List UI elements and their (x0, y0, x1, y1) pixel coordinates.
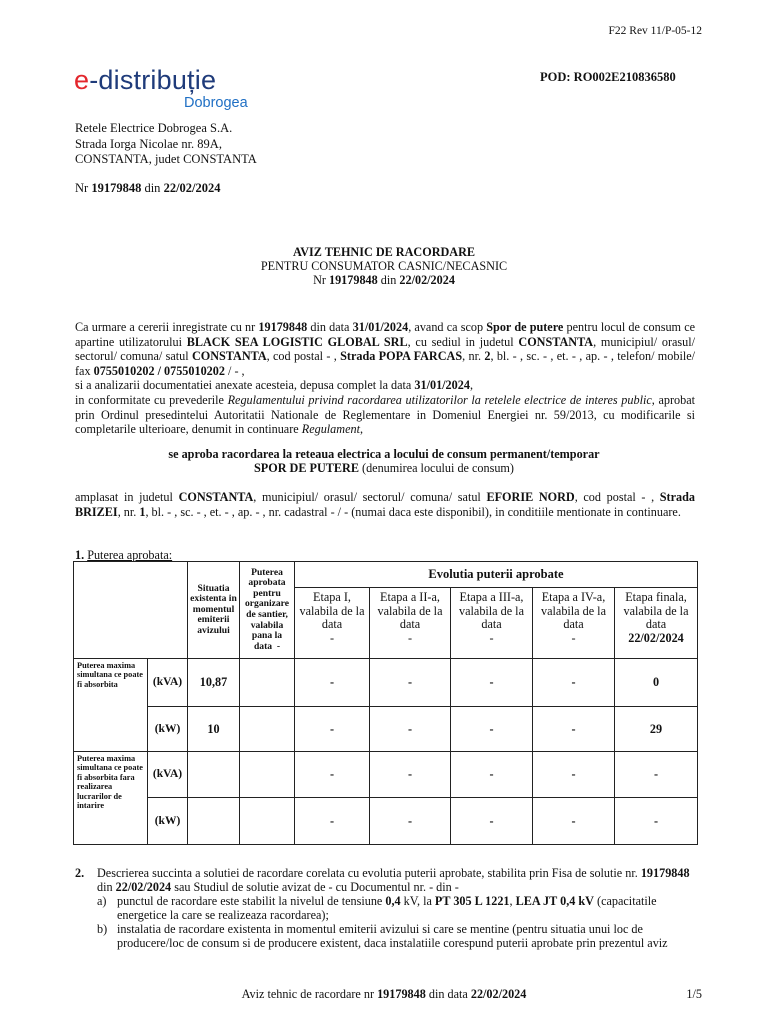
location-street: Strada BRIZEI (75, 490, 695, 519)
section-2 (75, 866, 697, 950)
row-label: Puterea maxima simultana ce poate fi absorbita fara realizarea lucrarilor de intarire (74, 752, 148, 845)
title-nr-value: 19179848 (328, 272, 378, 287)
text: , municipiul/ orasul/ sectorul/ comuna/ satul (75, 334, 696, 364)
item-a (97, 894, 697, 922)
user-street-nr: 2 (484, 349, 491, 364)
stage-date: - (571, 630, 576, 645)
logo-main-text: -distribuție (89, 65, 217, 95)
text: , cod postal - , (266, 349, 337, 364)
stage-label: Etapa I, valabila de la data (299, 590, 365, 632)
text: in conformitate cu prevederile (75, 392, 224, 407)
existing-value: 10,87 (188, 659, 240, 707)
final-value: 29 (615, 707, 698, 752)
table-row (74, 707, 698, 752)
section-2-intro (97, 866, 697, 894)
table-row (74, 798, 698, 845)
stage-value: - (533, 659, 615, 707)
header-site-text: Puterea aprobata pentru organizare de santier, valabila pana la data (244, 566, 290, 652)
lea-name: LEA JT 0,4 kV (515, 894, 594, 908)
final-value: - (615, 798, 698, 845)
form-code: F22 Rev 11/P-05-12 (608, 25, 702, 37)
stage-value: - (295, 707, 370, 752)
user-phone: 0755010202 / 0755010202 (93, 363, 225, 378)
voltage: 0,4 (385, 894, 401, 908)
final-value: - (615, 752, 698, 798)
footer-date: 22/02/2024 (470, 987, 527, 1001)
company-city: CONSTANTA, judet CONSTANTA (75, 152, 257, 166)
stage-value: - (451, 659, 533, 707)
nr-label: Nr (75, 181, 89, 195)
final-value: 0 (615, 659, 698, 707)
text: , bl. - , sc. - , et. - , ap. - , telefon/ mobile/ fax (75, 349, 696, 378)
text: punctul de racordare este stabilit la nivelul de tensiune (117, 894, 383, 908)
section-number: 1. (75, 548, 85, 562)
user-city: CONSTANTA (191, 349, 267, 364)
stage-label: Etapa a II-a, valabila de la data (377, 590, 443, 632)
company-address (75, 121, 257, 168)
footer-nr: 19179848 (377, 987, 426, 1001)
request-paragraph: Ca urmare a cererii inregistrate cu nr 19179848 din data 31/01/2024, avand ca scop Spor de putere pentru locul de consum ce apartine utilizatorului BLACK SEA LOGISTIC GLOBAL SRL, cu sediul in judetul CONSTANTA, municipiul/ orasul/ sectorul/ comuna/ satul CONSTANTA, cod postal - , Strada POPA FARCAS, nr. 2, bl. - , sc. - , et. - , ap. - , telefon/ mobile/ fax 0755010202 / 0755010202 / - , si a analizarii documentatiei anexate acesteia, depusa complet la data 31/01/2024, in conformitate cu prevederile Regulamentului privind racordarea utilizatorilor la retelele electrice de interes public, aprobat prin Ordinul presedintelui Autoritatii Nationale de Reglementare in Domeniul Energiei nr. 59/2013, cu modificarile si completarile ulterioare, denumit in continuare Regulament, (75, 320, 696, 437)
existing-value (188, 752, 240, 798)
title-nr-date: 22/02/2024 (399, 272, 455, 287)
unit: (kW) (148, 707, 188, 752)
unit: (kVA) (148, 659, 188, 707)
company-name: Retele Electrice Dobrogea S.A. (75, 121, 233, 135)
unit: (kVA) (148, 752, 188, 798)
nr-date: 22/02/2024 (163, 181, 221, 195)
item-label: b) (97, 922, 108, 936)
stage-value: - (533, 752, 615, 798)
user-street: Strada POPA FARCAS (340, 349, 463, 364)
pt-name: PT 305 L 1221 (434, 894, 510, 908)
complete-date: 31/01/2024 (414, 378, 470, 393)
solution-nr: 19179848 (640, 866, 690, 880)
text: , cu sediul in judetul (407, 334, 514, 349)
text: din data (310, 320, 350, 334)
title-nr-label: Nr (313, 272, 326, 287)
unit: (kW) (148, 798, 188, 845)
page-number: 1/5 (686, 987, 702, 1001)
text: (capacitatile energetice la care se realizeaza racordarea); (117, 894, 657, 922)
site-value (240, 798, 295, 845)
stage-label: Etapa finala, valabila de la data (623, 590, 689, 632)
text: , aprobat prin Ordinul presedintelui Autoritatii Nationale de Reglementare in Domeniul Energiei nr. 59/2013, cu modificarile si completarile ulterioare, denumit in continuare (75, 392, 696, 437)
stage-value: - (451, 707, 533, 752)
din-label: din (144, 181, 161, 195)
footer-din: din data (428, 987, 468, 1001)
stage-value: - (451, 752, 533, 798)
title-number (0, 274, 768, 288)
text: , (509, 894, 513, 908)
approval-statement (0, 447, 768, 475)
user-name: BLACK SEA LOGISTIC GLOBAL SRL (186, 334, 408, 349)
text: pentru locul de consum ce apartine utilizatorului (75, 320, 696, 349)
stage-label: Etapa a III-a, valabila de la data (459, 590, 524, 632)
solution-date: 22/02/2024 (115, 880, 172, 894)
header-evolution: Evolutia puterii aprobate (295, 562, 698, 588)
stage-4 (533, 588, 615, 659)
logo-e: e (74, 65, 90, 95)
title-block (0, 246, 768, 287)
table-row (74, 752, 698, 798)
stage-date: 22/02/2024 (628, 630, 684, 645)
stage-date: - (489, 630, 494, 645)
text: , nr. (462, 349, 482, 364)
location-nr: 1 (139, 504, 146, 519)
user-county: CONSTANTA (518, 334, 594, 349)
text: Descrierea succinta a solutiei de racordare corelata cu evolutia puterii aprobate, stabilita prin Fisa de solutie nr. (97, 866, 638, 880)
stage-value: - (370, 798, 451, 845)
company-logo (74, 65, 248, 111)
text: / - , (228, 363, 245, 378)
footer-text: Aviz tehnic de racordare nr (241, 987, 375, 1001)
site-value (240, 707, 295, 752)
stage-value: - (370, 752, 451, 798)
stage-date: - (407, 630, 413, 645)
stage-3 (451, 588, 533, 659)
location-county: CONSTANTA (178, 490, 254, 504)
location-paragraph (75, 490, 695, 519)
approval-line: se aproba racordarea la reteaua electrica a locului de consum permanent/temporar (168, 447, 600, 461)
existing-value: 10 (188, 707, 240, 752)
text: , bl. - , sc. - , et. - , ap. - , nr. cadastral - / - (numai daca este disponibil), (145, 504, 493, 519)
header-existing: Situatia existenta in momentul emiterii avizului (188, 562, 240, 659)
text: kV, la (403, 894, 432, 908)
row-label: Puterea maxima simultana ce poate fi absorbita (74, 659, 148, 752)
footer (0, 987, 768, 1002)
request-date: 31/01/2024 (352, 320, 409, 334)
company-street: Strada Iorga Nicolae nr. 89A, (75, 136, 222, 151)
document-title: AVIZ TEHNIC DE RACORDARE (292, 245, 476, 259)
stage-label: Etapa a IV-a, valabila de la data (541, 590, 606, 632)
text: si a analizarii documentatiei anexate acesteia, depusa complet la data (75, 378, 412, 393)
consumption-place: SPOR DE PUTERE (254, 461, 359, 475)
document-number (75, 181, 221, 196)
document-subtitle: PENTRU CONSUMATOR CASNIC/NECASNIC (260, 258, 508, 273)
text: din (97, 880, 113, 894)
text: , avand ca scop (408, 320, 484, 334)
regulation-title: Regulamentului privind racordarea utilizatorilor la retelele electrice de interes public (227, 392, 652, 407)
regulation-short: Regulament (301, 422, 360, 437)
section-title: Puterea aprobata: (87, 548, 173, 562)
text: , nr. (117, 504, 137, 519)
text: , cod postal - , (574, 490, 655, 504)
request-scope: Spor de putere (486, 320, 564, 334)
location-village: EFORIE NORD (486, 490, 575, 504)
stage-value: - (533, 707, 615, 752)
text: amplasat in judetul (75, 490, 173, 504)
place-note: (denumirea locului de consum) (362, 461, 514, 475)
power-table (73, 561, 698, 845)
stage-date: - (329, 630, 335, 645)
text: Ca urmare a cererii inregistrate cu nr (75, 320, 256, 334)
logo-sub-text: Dobrogea (184, 95, 248, 111)
request-nr: 19179848 (258, 320, 308, 334)
header-site-dash: - (276, 640, 281, 652)
header-site (240, 562, 295, 659)
stage-value: - (370, 707, 451, 752)
site-value (240, 659, 295, 707)
text: instalatia de racordare existenta in momentul emiterii avizului si care se mentine (pentru situatia unui loc de producere/loc de consum si de producere existent, daca instalatiile corespund puterii aprobate prin prezentul aviz (117, 922, 668, 950)
text: sau Studiul de solutie avizat de - cu Documentul nr. - din - (174, 880, 459, 894)
stage-1 (295, 588, 370, 659)
section-number: 2. (75, 866, 85, 880)
stage-value: - (370, 659, 451, 707)
title-din-label: din (380, 272, 397, 287)
existing-value (188, 798, 240, 845)
table-corner (74, 562, 188, 659)
pod-code: POD: RO002E210836580 (540, 70, 676, 84)
stage-value: - (295, 752, 370, 798)
nr-value: 19179848 (91, 181, 142, 195)
table-row (74, 659, 698, 707)
stage-final (615, 588, 698, 659)
stage-value: - (451, 798, 533, 845)
stage-value: - (533, 798, 615, 845)
text: , municipiul/ orasul/ sectorul/ comuna/ satul (253, 490, 481, 504)
site-value (240, 752, 295, 798)
stage-2 (370, 588, 451, 659)
stage-value: - (295, 798, 370, 845)
text: in conditiile mentionate in continuare. (495, 504, 681, 519)
stage-value: - (295, 659, 370, 707)
item-b (97, 922, 697, 950)
item-label: a) (97, 894, 107, 908)
